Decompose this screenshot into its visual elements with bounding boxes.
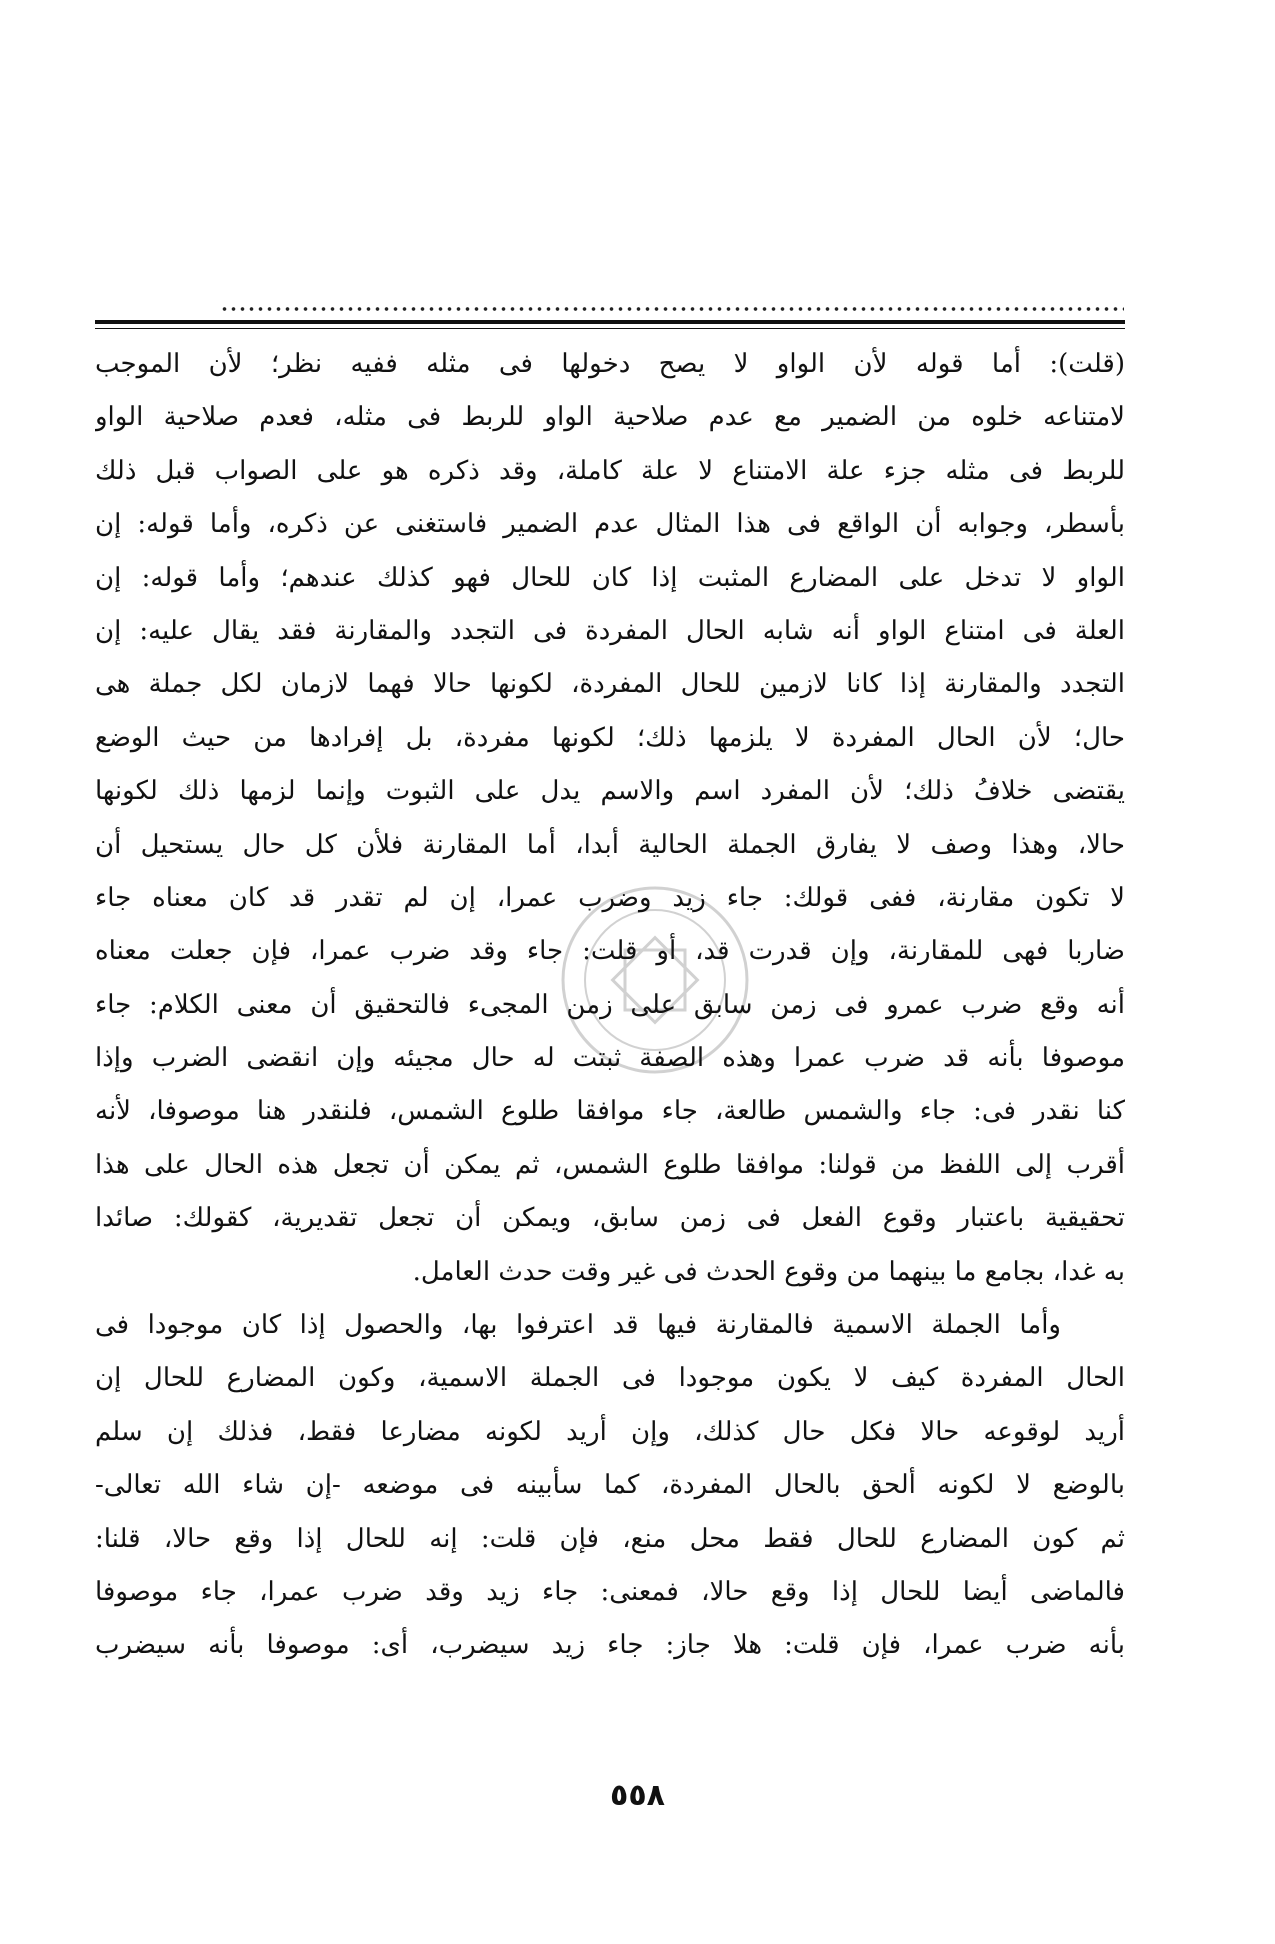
text-line: موصوفا بأنه قد ضرب عمرا وهذه الصفة ثبتت له حال مجيئه وإن انقضى الضرب وإذا — [95, 1043, 1125, 1074]
text-line: ثم كون المضارع للحال فقط محل منع، فإن قلت: إنه للحال إذا وقع حالا، قلنا: — [95, 1523, 1125, 1554]
text-line: للربط فى مثله جزء علة الامتناع لا علة كاملة، وقد ذكره هو على الصواب قبل ذلك — [95, 455, 1125, 486]
text-line: الحال المفردة كيف لا يكون موجودا فى الجملة الاسمية، وكون المضارع للحال إن — [95, 1363, 1125, 1394]
text-line: أقرب إلى اللفظ من قولنا: موافقا طلوع الشمس، ثم يمكن أن تجعل هذه الحال على هذا — [95, 1149, 1125, 1180]
text-line: (قلت): أما قوله لأن الواو لا يصح دخولها فى مثله ففيه نظر؛ لأن الموجب — [95, 349, 1125, 379]
text-line: التجدد والمقارنة إذا كانا لازمين للحال المفردة، لكونها حالا فهما لازمان لكل جملة هى — [95, 669, 1125, 700]
text-line: بأنه ضرب عمرا، فإن قلت: هلا جاز: جاء زيد سيضرب، أى: موصوفا بأنه سيضرب — [95, 1630, 1125, 1661]
header-rule-thick — [95, 320, 1125, 324]
text-line: بالوضع لا لكونه ألحق بالحال المفردة، كما سأبينه فى موضعه -إن شاء الله تعالى- — [95, 1470, 1125, 1501]
dotted-rule — [220, 305, 1124, 313]
text-line: تحقيقية باعتبار وقوع الفعل فى زمن سابق، ويمكن أن تجعل تقديرية، كقولك: صائدا — [95, 1203, 1125, 1234]
text-line: كنا نقدر فى: جاء والشمس طالعة، جاء موافقا طلوع الشمس، فلنقدر هنا موصوفا، لأنه — [95, 1096, 1125, 1127]
text-line: لا تكون مقارنة، ففى قولك: جاء زيد وضرب عمرا، إن لم تقدر قد كان معناه جاء — [95, 882, 1125, 913]
text-line: فالماضى أيضا للحال إذا وقع حالا، فمعنى: جاء زيد وقد ضرب عمرا، جاء موصوفا — [95, 1576, 1125, 1607]
text-line: أنه وقع ضرب عمرو فى زمن سابق على زمن المجىء فالتحقيق أن معنى الكلام: جاء — [95, 989, 1125, 1020]
text-line: يقتضى خلافُ ذلك؛ لأن المفرد اسم والاسم يدل على الثبوت وإنما لزمها ذلك لكونها — [95, 776, 1125, 807]
page-number: ٥٥٨ — [610, 1778, 665, 1813]
header-rule-thin — [95, 328, 1125, 329]
text-line: حال؛ لأن الحال المفردة لا يلزمها ذلك؛ لكونها مفردة، بل إفرادها من حيث الوضع — [95, 722, 1125, 753]
text-line: ضاربا فهى للمقارنة، وإن قدرت قد، أو قلت: جاء وقد ضرب عمرا، فإن جعلت معناه — [95, 936, 1125, 967]
text-line: لامتناعه خلوه من الضمير مع عدم صلاحية الواو للربط فى مثله، فعدم صلاحية الواو — [95, 402, 1125, 433]
text-line: حالا، وهذا وصف لا يفارق الجملة الحالية أبدا، أما المقارنة فلأن كل حال يستحيل أن — [95, 829, 1125, 860]
text-line: أريد لوقوعه حالا فكل حال كذلك، وإن أريد لكونه مضارعا فقط، فذلك إن سلم — [95, 1416, 1125, 1447]
text-line: العلة فى امتناع الواو أنه شابه الحال المفردة فى التجدد والمقارنة فقد يقال عليه: إن — [95, 615, 1125, 646]
text-line-paragraph-start: وأما الجملة الاسمية فالمقارنة فيها قد اعترفوا بها، والحصول إذا كان موجودا فى — [95, 1310, 1061, 1341]
body-text — [95, 338, 1125, 1673]
text-line: بأسطر، وجوابه أن الواقع فى هذا المثال عدم الضمير فاستغنى عن ذكره، وأما قوله: إن — [95, 509, 1125, 540]
text-line-paragraph-end: به غدا، بجامع ما بينهما من وقوع الحدث فى غير وقت حدث العامل. — [412, 1256, 1125, 1287]
text-line: الواو لا تدخل على المضارع المثبت إذا كان للحال فهو كذلك عندهم؛ وأما قوله: إن — [95, 562, 1125, 593]
